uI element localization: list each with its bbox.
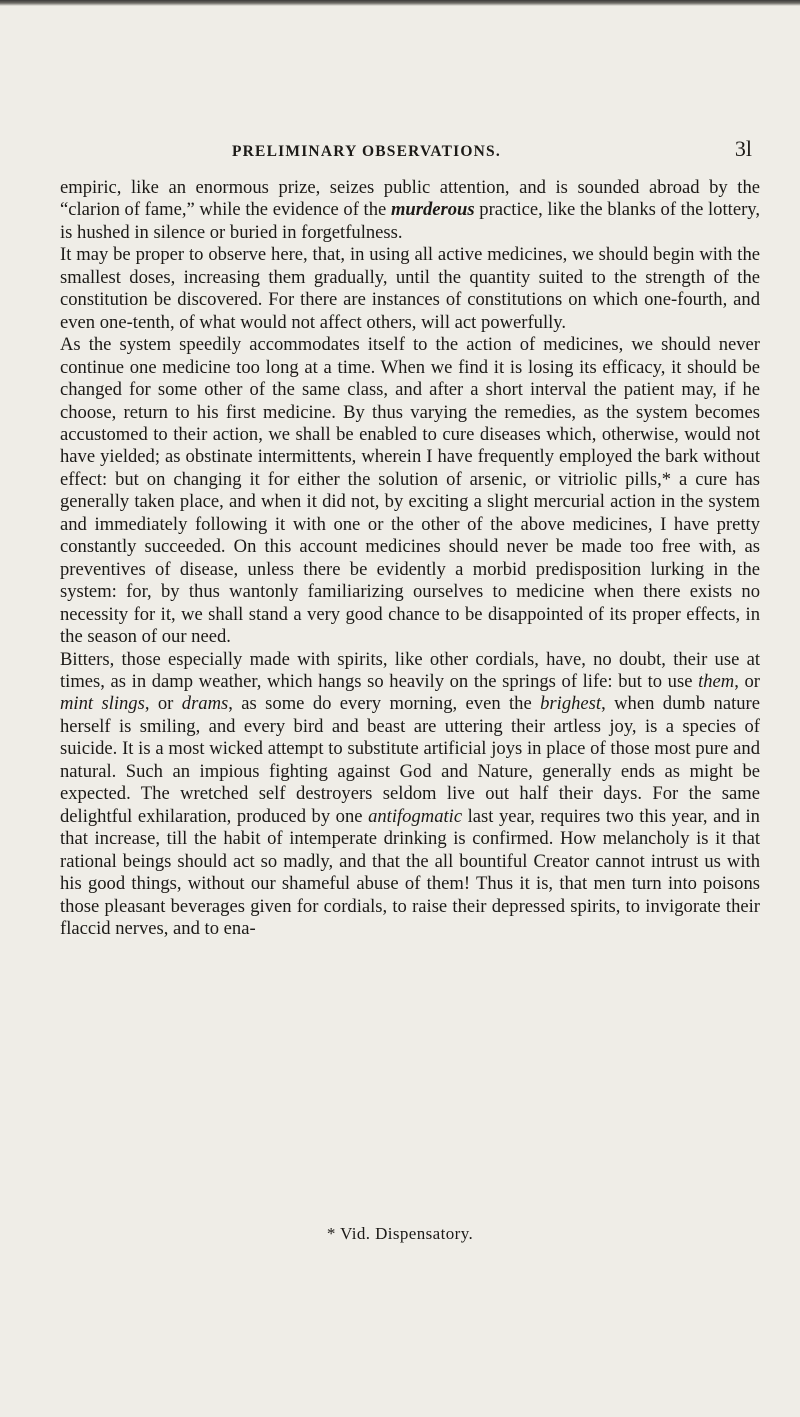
emphasis-text: murderous	[390, 199, 475, 221]
paragraph	[60, 649, 760, 941]
page-number: 3l	[734, 136, 752, 161]
text-run: empiric, like an enormous prize, seizes public attention, and is sounded abroad by the “clarion of fame,” while the evidence of the	[60, 177, 760, 221]
emphasis-text: them	[698, 670, 735, 692]
emphasis-text: antifogmatic	[368, 805, 463, 827]
page-header	[60, 135, 760, 171]
body-text	[60, 177, 760, 940]
text-run: , when dumb nature herself is smiling, and every bird and beast are uttering their artless joy, is a species of suicide. It is a most wicked attempt to substitute artificial joys in place of those most pure and natural. Such an impious fighting against God and Nature, generally ends as might be expected. The wretched self destroyers seldom live out half their days. For the same delightful exhilaration, produced by one	[60, 693, 760, 827]
running-head: PRELIMINARY OBSERVATIONS.	[232, 143, 501, 160]
emphasis-text: drams	[181, 693, 229, 715]
text-run: Bitters, those especially made with spirits, like other cordials, have, no doubt, their use at times, as in damp weather, which hangs so heavily on the springs of life: but to use	[60, 648, 760, 692]
paragraph	[60, 177, 760, 244]
footnote: * Vid. Dispensatory.	[326, 1224, 474, 1243]
emphasis-text: brighest	[540, 693, 602, 715]
text-run: last year, requires two this year, and in that increase, till the habit of intemperate drinking is confirmed. How melancholy is it that rational beings should act so madly, and that the all bountiful Creator cannot intrust us with his good things, without our shameful abuse of them! Thus it is, that men turn into poisons those pleasant beverages given for cordials, to raise their depressed spirits, to invigorate their flaccid nerves, and to ena-	[60, 805, 760, 939]
paragraph	[60, 244, 760, 334]
text-run: , or	[144, 693, 182, 715]
text-run: As the system speedily accommodates itself to the action of medicines, we should never continue one medicine too long at a time. When we find it is losing its efficacy, it should be changed for some other of the same class, and after a short interval the patient may, if he choose, return to his first medicine. By thus varying the remedies, as the system becomes accustomed to their action, we shall be enabled to cure diseases which, otherwise, would not have yielded; as obstinate intermittents, wherein I have frequently employed the bark without effect: but on changing it for either the solution of arsenic, or vitriolic pills,* a cure has generally taken place, and when it did not, by exciting a slight mercurial action in the system and immediately following it with one or the other of the above medicines, I have pretty constantly succeeded. On this account medicines should never be made too free with, as preventives of disease, unless there be evidently a morbid predisposition lurking in the system: for, by thus wantonly familiarizing ourselves to medicine when there exists no necessity for it, we shall stand a very good chance to be disappointed of its proper effects, in the season of our need.	[60, 334, 760, 648]
page-top-edge	[0, 0, 800, 6]
text-run: practice, like the blanks of the lottery, is hushed in silence or buried in forgetfulness.	[60, 199, 760, 243]
text-run: It may be proper to observe here, that, in using all active medicines, we should begin with the smallest doses, increasing them gradually, until the quantity suited to the strength of the constitution be discovered. For there are instances of constitutions on which one-fourth, and even one-tenth, of what would not affect others, will act powerfully.	[60, 244, 760, 333]
text-run: , or	[734, 670, 760, 692]
paragraph	[60, 334, 760, 648]
text-run: , as some do every morning, even the	[228, 693, 541, 715]
emphasis-text: mint slings	[60, 693, 145, 715]
